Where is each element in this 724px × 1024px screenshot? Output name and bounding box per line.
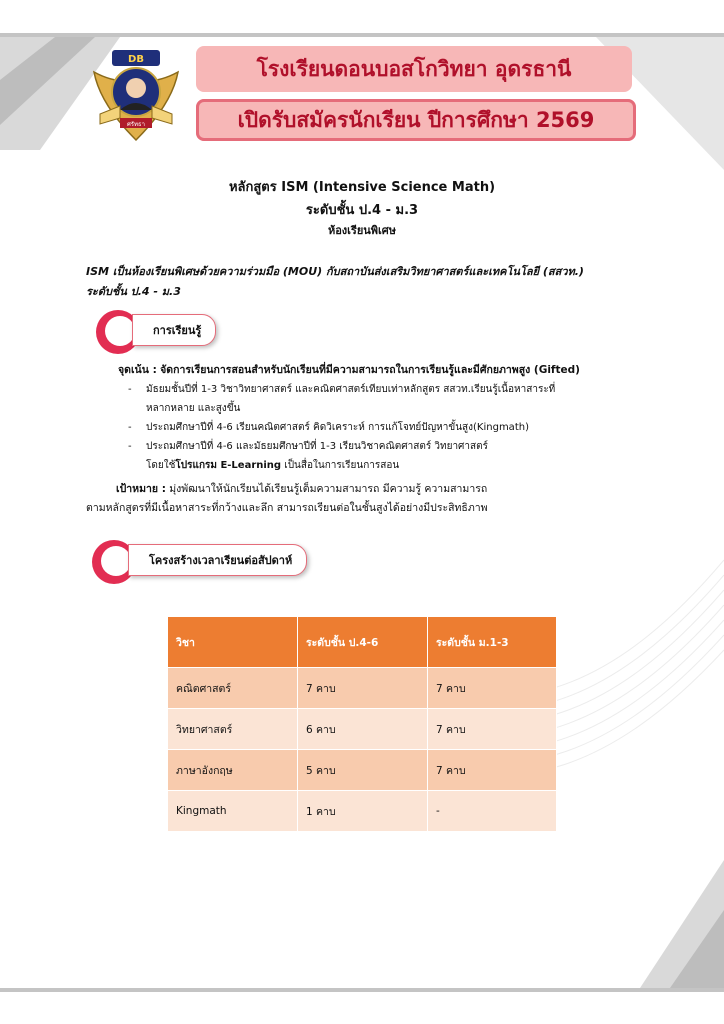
table-cell: 7 คาบ — [428, 750, 557, 791]
schedule-heading: โครงสร้างเวลาเรียนต่อสัปดาห์ — [128, 544, 307, 576]
table-cell: 7 คาบ — [298, 668, 428, 709]
school-crest-icon — [86, 44, 186, 142]
column-header: วิชา — [168, 617, 298, 668]
table-row — [168, 750, 557, 791]
table-cell: 6 คาบ — [298, 709, 428, 750]
goal-label: เป้าหมาย : — [116, 483, 166, 495]
table-cell: 5 คาบ — [298, 750, 428, 791]
learning-bullet-list — [138, 380, 555, 475]
learning-heading-tag — [96, 310, 236, 352]
program-type: ห้องเรียนพิเศษ — [327, 224, 397, 237]
table-cell: 7 คาบ — [428, 709, 557, 750]
table-row — [168, 709, 557, 750]
bullet-3-line-2 — [146, 456, 555, 475]
bottom-divider — [0, 988, 724, 992]
top-divider — [0, 33, 724, 37]
program-title: หลักสูตร ISM (Intensive Science Math) — [228, 180, 496, 195]
list-item — [138, 437, 555, 475]
schedule-heading-tag — [92, 540, 332, 582]
table-cell: ภาษาอังกฤษ — [168, 750, 298, 791]
bullet-3-bold: โปรแกรม E-Learning — [175, 460, 282, 471]
focus-text: จัดการเรียนการสอนสำหรับนักเรียนที่มีความสามารถในการเรียนรู้และมีศักยภาพสูง (Gifted) — [160, 364, 580, 376]
corner-decoration-bottom — [600, 840, 724, 1024]
school-name: โรงเรียนดอนบอสโกวิทยา อุดรธานี — [256, 56, 572, 81]
list-item — [138, 418, 555, 437]
table-row — [168, 791, 557, 832]
focus-line — [118, 361, 580, 380]
bullet-1-line-2: หลากหลาย และสูงขึ้น — [146, 403, 241, 414]
goal-line — [116, 480, 487, 499]
table-cell: - — [428, 791, 557, 832]
focus-label: จุดเน้น : — [118, 364, 157, 376]
column-header: ระดับชั้น ป.4-6 — [298, 617, 428, 668]
goal-line-2: ตามหลักสูตรที่มีเนื้อหาสาระที่กว้างและลึก สามารถเรียนต่อในชั้นสูงได้อย่างมีประสิทธิภาพ — [86, 502, 488, 514]
school-name-banner — [196, 46, 632, 92]
admission-banner — [196, 99, 636, 141]
schedule-table — [168, 617, 557, 831]
list-item — [138, 380, 555, 418]
table-cell: 7 คาบ — [428, 668, 557, 709]
table-cell: วิทยาศาสตร์ — [168, 709, 298, 750]
logo-caption: ศรัทธา — [126, 121, 146, 128]
svg-text:DB: DB — [128, 54, 144, 65]
intro-text — [86, 262, 686, 302]
column-header: ระดับชั้น ม.1-3 — [428, 617, 557, 668]
intro-line-2: ระดับชั้น ป.4 - ม.3 — [86, 285, 181, 298]
learning-heading: การเรียนรู้ — [132, 314, 216, 346]
goal-text: มุ่งพัฒนาให้นักเรียนได้เรียนรู้เต็มความสามารถ มีความรู้ ความสามารถ — [169, 483, 488, 495]
bullet-3-pre: โดยใช้ — [146, 460, 176, 471]
table-header-row — [168, 617, 557, 668]
intro-line-1: ISM เป็นห้องเรียนพิเศษด้วยความร่วมมือ (MOU) กับสถาบันส่งเสริมวิทยาศาสตร์และเทคโนโลยี (สสวท.) — [86, 265, 584, 278]
bullet-3-post: เป็นสื่อในการเรียนการสอน — [281, 460, 400, 471]
admission-text: เปิดรับสมัครนักเรียน ปีการศึกษา 2569 — [237, 107, 595, 132]
table-cell: Kingmath — [168, 791, 298, 832]
table-cell: 1 คาบ — [298, 791, 428, 832]
table-cell: คณิตศาสตร์ — [168, 668, 298, 709]
bullet-1-line-1: - มัธยมชั้นปีที่ 1-3 วิชาวิทยาศาสตร์ และคณิตศาสตร์เทียบเท่าหลักสูตร สสวท.เรียนรู้เนื้อหาสาระที่ — [146, 384, 556, 395]
program-level: ระดับชั้น ป.4 - ม.3 — [305, 203, 419, 218]
bullet-2-line-1: - ประถมศึกษาปีที่ 4-6 เรียนคณิตศาสตร์ คิดวิเคราะห์ การแก้โจทย์ปัญหาขั้นสูง(Kingmath) — [146, 422, 529, 433]
table-row — [168, 668, 557, 709]
bullet-3-line-1: - ประถมศึกษาปีที่ 4-6 และมัธยมศึกษาปีที่ 1-3 เรียนวิชาคณิตศาสตร์ วิทยาศาสตร์ — [146, 441, 488, 452]
